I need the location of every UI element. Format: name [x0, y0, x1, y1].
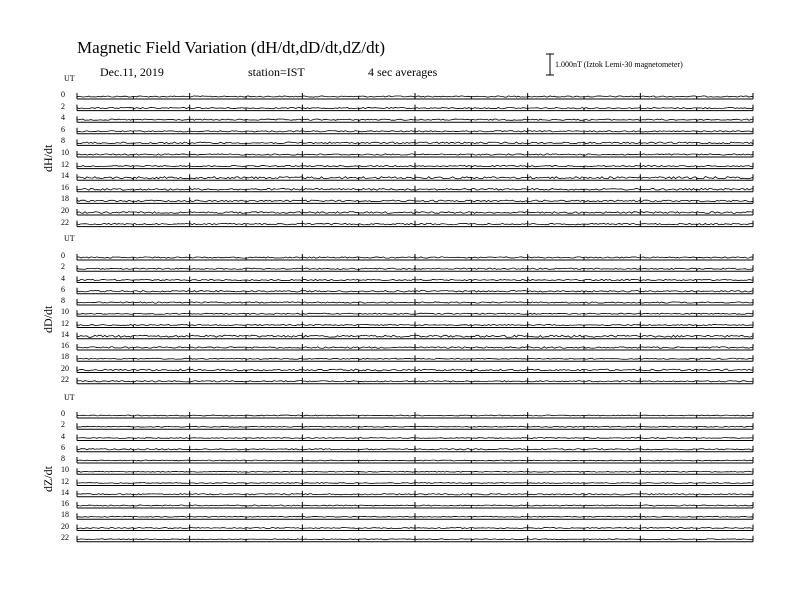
row-label: 0 [61, 409, 65, 418]
row-label: 4 [61, 431, 65, 441]
date-label: Dec.11, 2019 [100, 65, 164, 79]
row-label: 12 [61, 159, 69, 169]
trace-dZdt-row-2 [77, 426, 753, 427]
panel-2-ut-label: UT [64, 234, 75, 243]
row-label: 0 [61, 90, 65, 99]
row-label: 18 [61, 194, 69, 204]
row-label: 8 [61, 296, 65, 305]
row-label: 22 [61, 532, 69, 542]
row-label: 2 [61, 420, 65, 430]
row-label: 18 [61, 352, 69, 362]
scale-bar-label: 1.000nT (Iztok Lemi-30 magnetometer) [555, 60, 683, 69]
panel-1-y-label: dH/dt [41, 144, 55, 172]
row-label: 14 [61, 487, 69, 497]
row-label: 10 [61, 148, 69, 157]
panel-3-ut-label: UT [64, 393, 75, 402]
row-label: 4 [61, 113, 65, 123]
panel-1-ut-label: UT [64, 74, 75, 83]
chart-title: Magnetic Field Variation (dH/dt,dD/dt,dZ/dt) [77, 38, 386, 57]
row-label: 14 [61, 171, 69, 181]
row-label: 20 [61, 521, 69, 531]
row-label: 12 [61, 476, 69, 486]
scale-bar [546, 54, 554, 75]
row-label: 2 [61, 262, 65, 272]
row-label: 22 [61, 217, 69, 227]
row-label: 6 [61, 442, 65, 452]
row-label: 10 [61, 465, 69, 475]
row-label: 20 [61, 363, 69, 373]
row-label: 20 [61, 206, 69, 215]
row-label: 18 [61, 510, 69, 520]
row-label: 6 [61, 284, 65, 294]
trace-dDdt-row-12 [77, 324, 753, 325]
row-label: 4 [61, 273, 65, 283]
station-label: station=IST [248, 65, 305, 79]
row-label: 22 [61, 374, 69, 384]
panel-2-y-label: dD/dt [41, 305, 55, 333]
row-label: 16 [61, 341, 69, 350]
row-label: 16 [61, 499, 69, 508]
row-label: 0 [61, 251, 65, 260]
panel-3-y-label: dZ/dt [41, 466, 55, 492]
averaging-label: 4 sec averages [368, 65, 438, 79]
row-label: 16 [61, 182, 69, 192]
row-label: 6 [61, 124, 65, 134]
row-label: 10 [61, 307, 69, 317]
row-label: 8 [61, 136, 65, 146]
row-label: 12 [61, 318, 69, 328]
trace-dZdt-row-4 [77, 438, 753, 439]
row-label: 2 [61, 101, 65, 111]
row-label: 14 [61, 329, 69, 339]
row-label: 8 [61, 454, 65, 463]
